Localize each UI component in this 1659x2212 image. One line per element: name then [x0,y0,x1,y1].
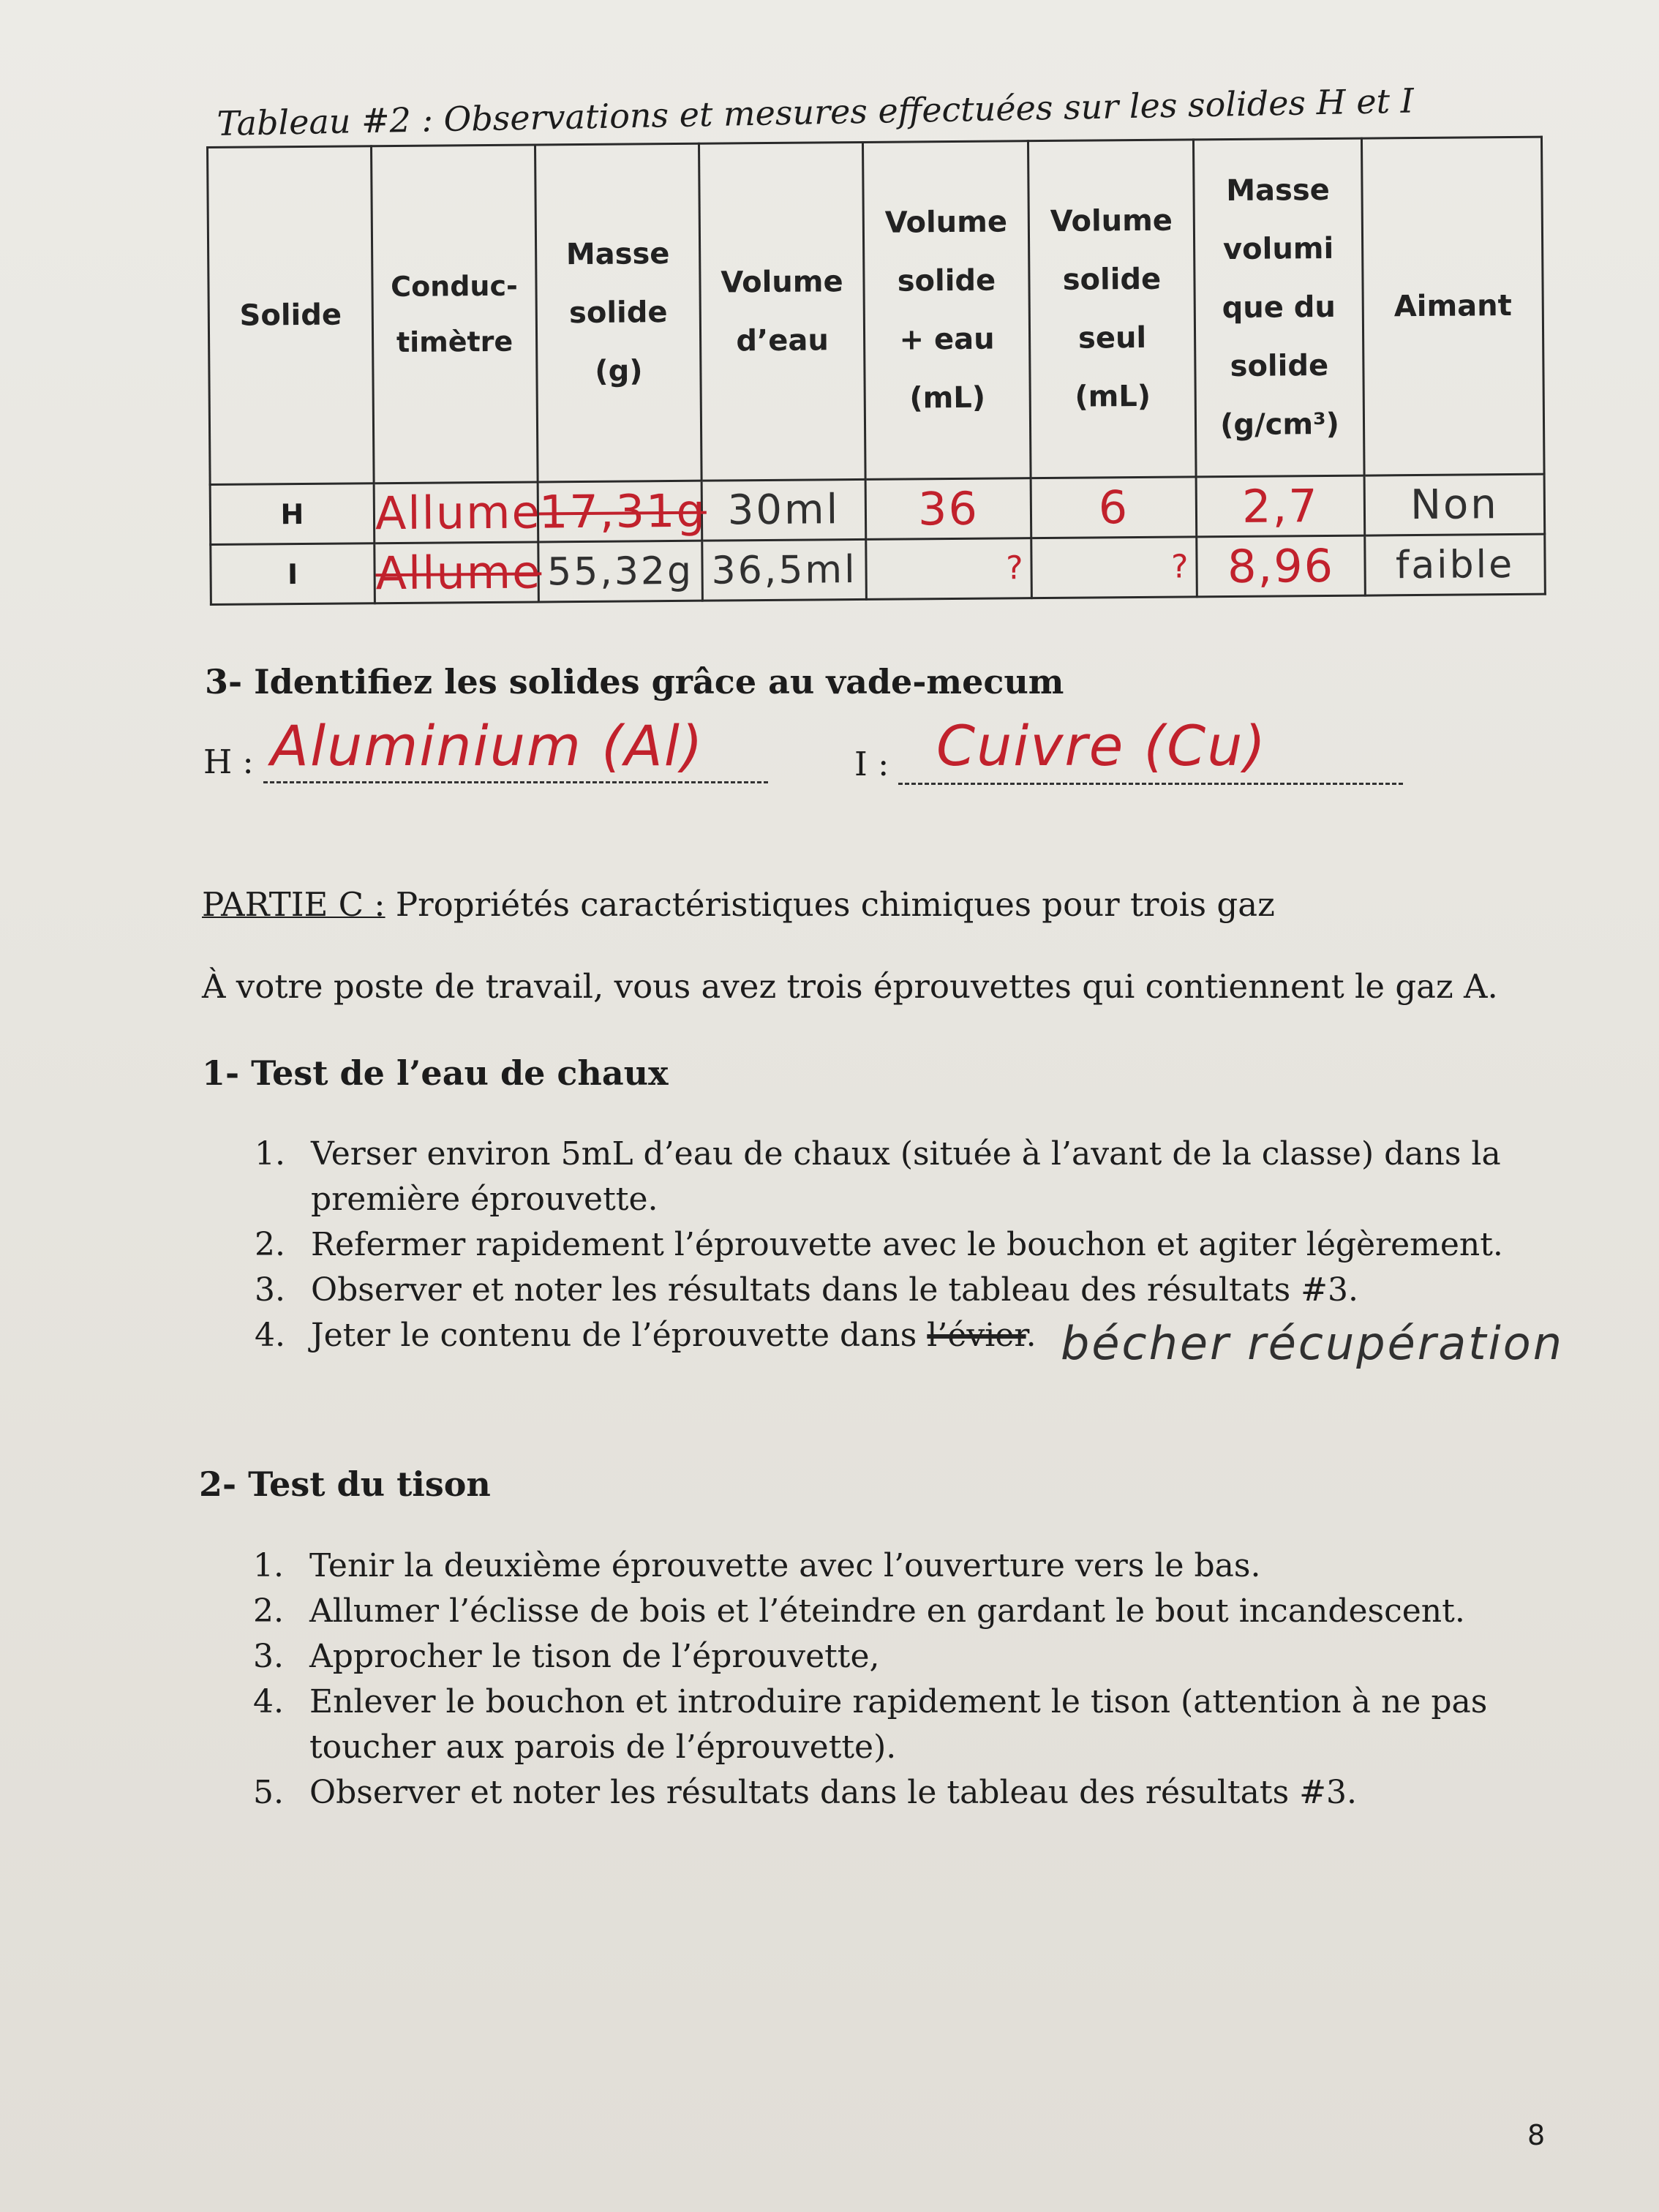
partie-c-title: Propriétés caractéristiques chimiques pour trois gaz [395,885,1275,924]
test-2-title: 2- Test du tison [199,1464,491,1504]
section-3-title: 3- Identifiez les solides grâce au vade-mecum [205,662,1064,701]
test-2-step-3: 3. Approcher le tison de l’éprouvette, [253,1638,880,1675]
test-2-step-4: 4. Enlever le bouchon et introduire rapidement le tison (attention à ne pas toucher aux parois de l’éprouvette). [253,1683,1488,1766]
row-h-aimant: Non [1364,474,1545,535]
row-i-masse: 55,32g [538,541,703,602]
header-solide: Solide [208,146,375,485]
answer-h-label: H : [203,742,254,781]
table-row-h [210,474,1545,544]
header-masse-volumique: Masse volumi que du solide (g/cm³) [1193,138,1364,477]
row-i-conductimetre: Allume [375,542,539,603]
row-i-volume-eau: 36,5ml [702,539,867,601]
header-aimant: Aimant [1361,137,1544,475]
table-caption: Tableau #2 : Observations et mesures effectuées sur les solides H et I [217,80,1415,143]
handwritten-note-becher: bécher récupération [1061,1317,1564,1370]
row-i-aimant: faible [1365,534,1546,595]
answer-i-label: I : [854,745,889,783]
row-i-volume-solide: ? [1031,537,1197,598]
answer-i-line [898,783,1403,785]
test-1-step-4: 4. Jeter le contenu de l’éprouvette dans l’évier. [255,1317,1037,1354]
partie-c-heading [202,885,1275,924]
answer-h-value: Aluminium (Al) [271,713,704,778]
row-h-conductimetre: Allume [374,482,538,543]
test-1-step-1: 1. Verser environ 5mL d’eau de chaux (située à l’avant de la classe) dans la première éprouvette. [255,1135,1501,1218]
test-1-title: 1- Test de l’eau de chaux [202,1053,669,1093]
header-volume-solide-eau: Volume solide + eau (mL) [862,141,1031,480]
table-header-row [208,137,1545,484]
test-1-step-3: 3. Observer et noter les résultats dans le tableau des résultats #3. [255,1271,1358,1309]
row-h-label: H [210,484,375,545]
row-h-volume-solide-eau: 36 [865,478,1031,540]
test-2-step-2: 2. Allumer l’éclisse de bois et l’éteindre en gardant le bout incandescent. [253,1592,1465,1630]
row-h-masse-volumique: 2,7 [1196,475,1365,537]
header-masse-solide: Masse solide (g) [535,143,701,482]
header-volume-solide-seul: Volume solide seul (mL) [1028,140,1196,478]
answer-i-value: Cuivre (Cu) [936,713,1268,778]
test-2-step-1: 1. Tenir la deuxième éprouvette avec l’ouverture vers le bas. [253,1547,1261,1584]
row-i-label: I [211,543,375,605]
partie-c-intro: À votre poste de travail, vous avez trois éprouvettes qui contiennent le gaz A. [202,967,1498,1006]
row-h-volume-eau: 30ml [701,479,866,541]
crossed-word-evier: l’évier [927,1317,1026,1354]
answer-h-line [263,781,768,783]
row-h-masse: 17,31g [538,481,702,542]
observations-table [206,136,1544,603]
row-i-masse-volumique: 8,96 [1197,535,1366,597]
test-1-step-2: 2. Refermer rapidement l’éprouvette avec le bouchon et agiter légèrement. [255,1226,1503,1263]
page-number: 8 [1527,2119,1546,2151]
row-h-volume-solide: 6 [1031,477,1197,538]
header-conductimetre: Conduc- timètre [372,145,538,484]
header-volume-eau: Volume d’eau [699,142,865,481]
table-row-i [211,534,1546,604]
test-2-step-5: 5. Observer et noter les résultats dans le tableau des résultats #3. [253,1774,1357,1811]
partie-c-label: PARTIE C : [202,885,385,924]
row-i-volume-solide-eau: ? [866,538,1032,600]
test-2-steps [253,1543,1487,1816]
